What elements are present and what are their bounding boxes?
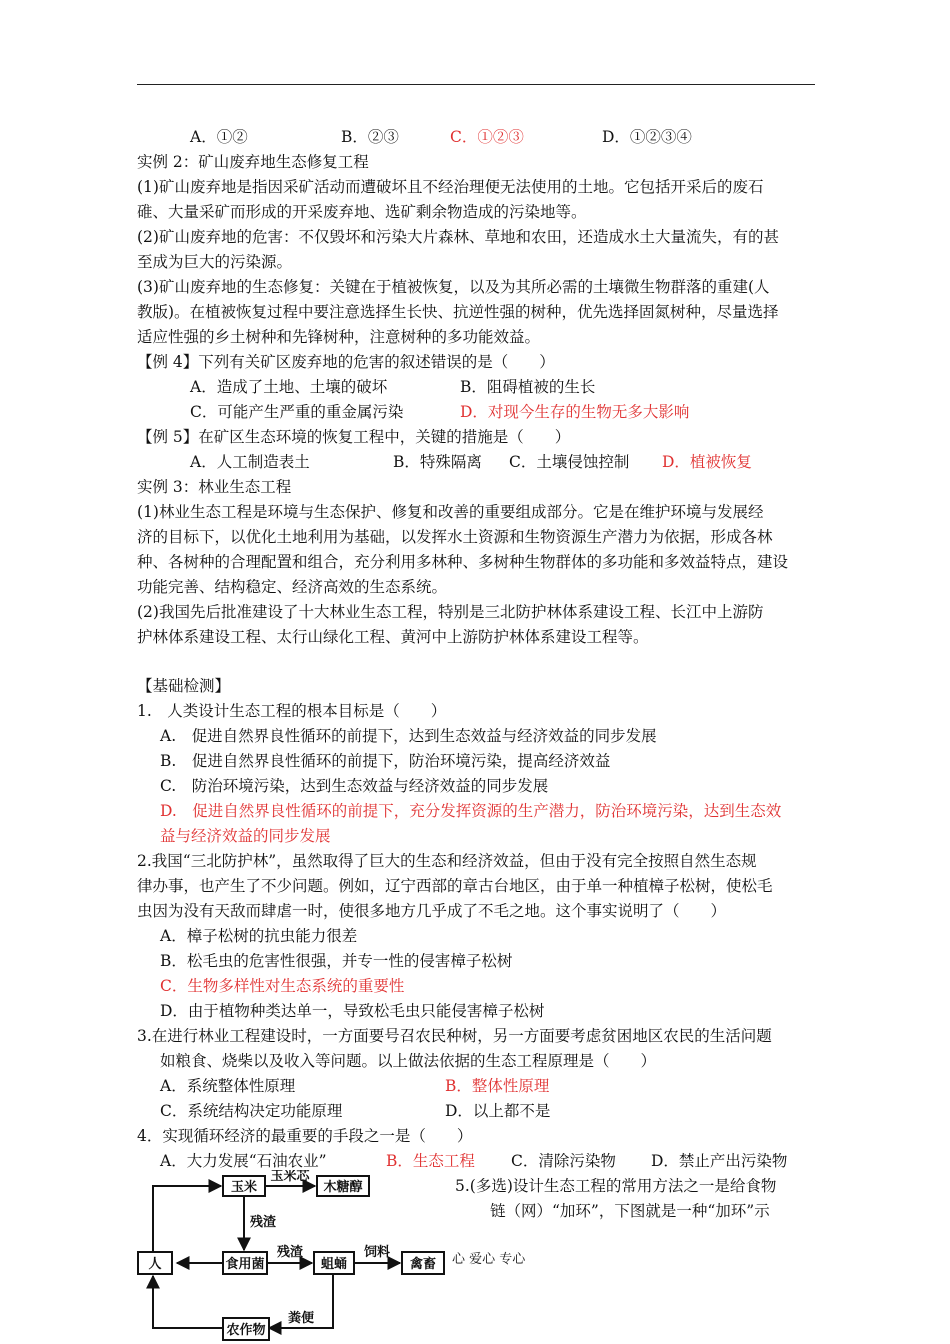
q2-stem-line1: 2.我国“三北防护林”，虽然取得了巨大的生态和经济效益，但由于没有完全按照自然生态规	[137, 852, 757, 870]
case3-p1-line2: 济的目标下，以优化土地利用为基础，以发挥水土资源和生物资源生产潜力为依据，形成各林	[137, 528, 773, 546]
q2-option-b: B．松毛虫的危害性很强，并专一性的侵害樟子松树	[160, 952, 513, 970]
node-person: 人	[148, 1257, 162, 1272]
case3-p1-line4: 功能完善、结构稳定、经济高效的生态系统。	[137, 578, 448, 596]
q4-options	[160, 1150, 787, 1172]
edge-cob-label: 玉米芯	[270, 1170, 310, 1184]
footer-note: 心 爱心 专心	[452, 1252, 526, 1267]
edge-manure-label: 粪便	[287, 1311, 315, 1326]
case3-p2-line2: 护林体系建设工程、太行山绿化工程、黄河中上游防护林体系建设工程等。	[137, 628, 649, 646]
case2-p3-line2: 教版)。在植被恢复过程中要注意选择生长快、抗逆性强的树种，优先选择固氮树种，尽量选择	[137, 303, 779, 321]
q3-stem-line1: 3.在进行林业工程建设时，一方面要号召农民种树，另一方面要考虑贫困地区农民的生活问题	[137, 1027, 772, 1045]
option-c-answer: C．①②③	[450, 128, 524, 146]
q1-option-d-answer-line1: D. 促进自然界良性循环的前提下，充分发挥资源的生产潜力，防治环境污染，达到生态效	[160, 802, 782, 820]
example5-stem: 【例 5】在矿区生态环境的恢复工程中，关键的措施是（ ）	[137, 428, 571, 446]
arrow-crops-to-person	[153, 1276, 223, 1328]
case2-p2-line1: (2)矿山废弃地的危害：不仅毁坏和污染大片森林、草地和农田，还造成水土大量流失，有的甚	[137, 228, 779, 246]
q1-option-a: A. 促进自然界良性循环的前提下，达到生态效益与经济效益的同步发展	[160, 727, 657, 745]
option-a: A．①②	[190, 128, 248, 146]
header-rule	[137, 84, 815, 85]
option-a: A．大力发展“石油农业”	[160, 1152, 327, 1170]
case3-title: 实例 3：林业生态工程	[137, 478, 292, 496]
case2-p3-line1: (3)矿山废弃地的生态修复：关键在于植被恢复，以及为其所必需的土壤微生物群落的重建(人	[137, 278, 770, 296]
q1-option-d-answer-line2: 益与经济效益的同步发展	[160, 827, 331, 845]
option-b-answer: B．整体性原理	[445, 1077, 550, 1095]
q5-stem-line2: 链（网）“加环”，下图就是一种“加环”示	[490, 1202, 770, 1220]
option-d: D．以上都不是	[445, 1102, 551, 1120]
option-d: D．①②③④	[602, 128, 692, 146]
q1-stem: 1. 人类设计生态工程的根本目标是（ ）	[137, 702, 447, 720]
example4-options-row2	[190, 401, 689, 423]
option-c: C．可能产生严重的重金属污染	[190, 403, 404, 421]
node-xylitol: 木糖醇	[323, 1180, 363, 1195]
q3-options-row1	[160, 1075, 549, 1097]
example4-options-row1	[190, 376, 595, 398]
option-a: A．造成了土地、土壤的破坏	[190, 378, 388, 396]
option-d-answer: D．植被恢复	[662, 453, 752, 471]
option-b-answer: B．生态工程	[386, 1152, 475, 1170]
node-earthworm: 蛆蛹	[320, 1257, 348, 1272]
case2-p3-line3: 适应性强的乡土树种和先锋树种，注意树种的多功能效益。	[137, 328, 541, 346]
case3-p1-line3: 种、各树种的合理配置和组合，充分利用多林种、多树种生物群体的多功能和多效益特点，建设	[137, 553, 789, 571]
edge-feed-label: 饲料	[363, 1245, 391, 1260]
q3-options-row2	[160, 1100, 550, 1122]
case2-p1-line1: (1)矿山废弃地是指因采矿活动而遭破坏且不经治理便无法使用的土地。它包括开采后的废石	[137, 178, 764, 196]
node-mushroom: 食用菌	[225, 1257, 265, 1272]
option-b: B．②③	[341, 128, 399, 146]
q3-stem-line2: 如粮食、烧柴以及收入等问题。以上做法依据的生态工程原理是（ ）	[160, 1052, 657, 1070]
option-c: C．清除污染物	[511, 1152, 616, 1170]
edge-residue-label-1: 残渣	[249, 1215, 277, 1230]
case3-p1-line1: (1)林业生态工程是环境与生态保护、修复和改善的重要组成部分。它是在维护环境与发展经	[137, 503, 764, 521]
food-chain-diagram	[137, 1170, 447, 1344]
q2-stem-line3: 虫因为没有天敌而肆虐一时，使很多地方几乎成了不毛之地。这个事实说明了（ ）	[137, 902, 727, 920]
prev-question-options	[190, 126, 692, 148]
q2-stem-line2: 律办事，也产生了不少问题。例如，辽宁西部的章古台地区，由于单一种植樟子松树，使松毛	[137, 877, 773, 895]
option-c: C．土壤侵蚀控制	[509, 453, 630, 471]
example5-options	[190, 451, 752, 473]
option-a: A．人工制造表土	[190, 453, 310, 471]
case2-p1-line2: 碓、大量采矿而形成的开采废弃地、选矿剩余物造成的污染地等。	[137, 203, 587, 221]
q1-option-c: C. 防治环境污染，达到生态效益与经济效益的同步发展	[160, 777, 549, 795]
arrow-person-to-corn	[153, 1186, 221, 1252]
node-corn: 玉米	[230, 1180, 258, 1195]
node-crops: 农作物	[226, 1323, 266, 1338]
option-a: A．系统整体性原理	[160, 1077, 296, 1095]
option-c: C．系统结构决定功能原理	[160, 1102, 343, 1120]
example4-stem: 【例 4】下列有关矿区废弃地的危害的叙述错误的是（ ）	[137, 353, 555, 371]
option-b: B．阻碍植被的生长	[460, 378, 596, 396]
case2-title: 实例 2：矿山废弃地生态修复工程	[137, 153, 369, 171]
basic-check-header: 【基础检测】	[137, 677, 231, 695]
q5-stem-line1: 5.(多选)设计生态工程的常用方法之一是给食物	[455, 1177, 777, 1195]
case3-p2-line1: (2)我国先后批准建设了十大林业生态工程，特别是三北防护林体系建设工程、长江中上游防	[137, 603, 764, 621]
q2-option-a: A．樟子松树的抗虫能力很差	[160, 927, 358, 945]
q1-option-b: B. 促进自然界良性循环的前提下，防治环境污染，提高经济效益	[160, 752, 611, 770]
edge-residue-label-2: 残渣	[276, 1245, 304, 1260]
option-b: B．特殊隔离	[393, 453, 482, 471]
node-livestock: 禽畜	[409, 1257, 437, 1272]
q2-option-c-answer: C．生物多样性对生态系统的重要性	[160, 977, 405, 995]
q2-option-d: D．由于植物种类达单一，导致松毛虫只能侵害樟子松树	[160, 1002, 545, 1020]
option-d-answer: D．对现今生存的生物无多大影响	[460, 403, 690, 421]
case2-p2-line2: 至成为巨大的污染源。	[137, 253, 293, 271]
q4-stem: 4．实现循环经济的最重要的手段之一是（ ）	[137, 1127, 473, 1145]
option-d: D．禁止产出污染物	[651, 1152, 788, 1170]
